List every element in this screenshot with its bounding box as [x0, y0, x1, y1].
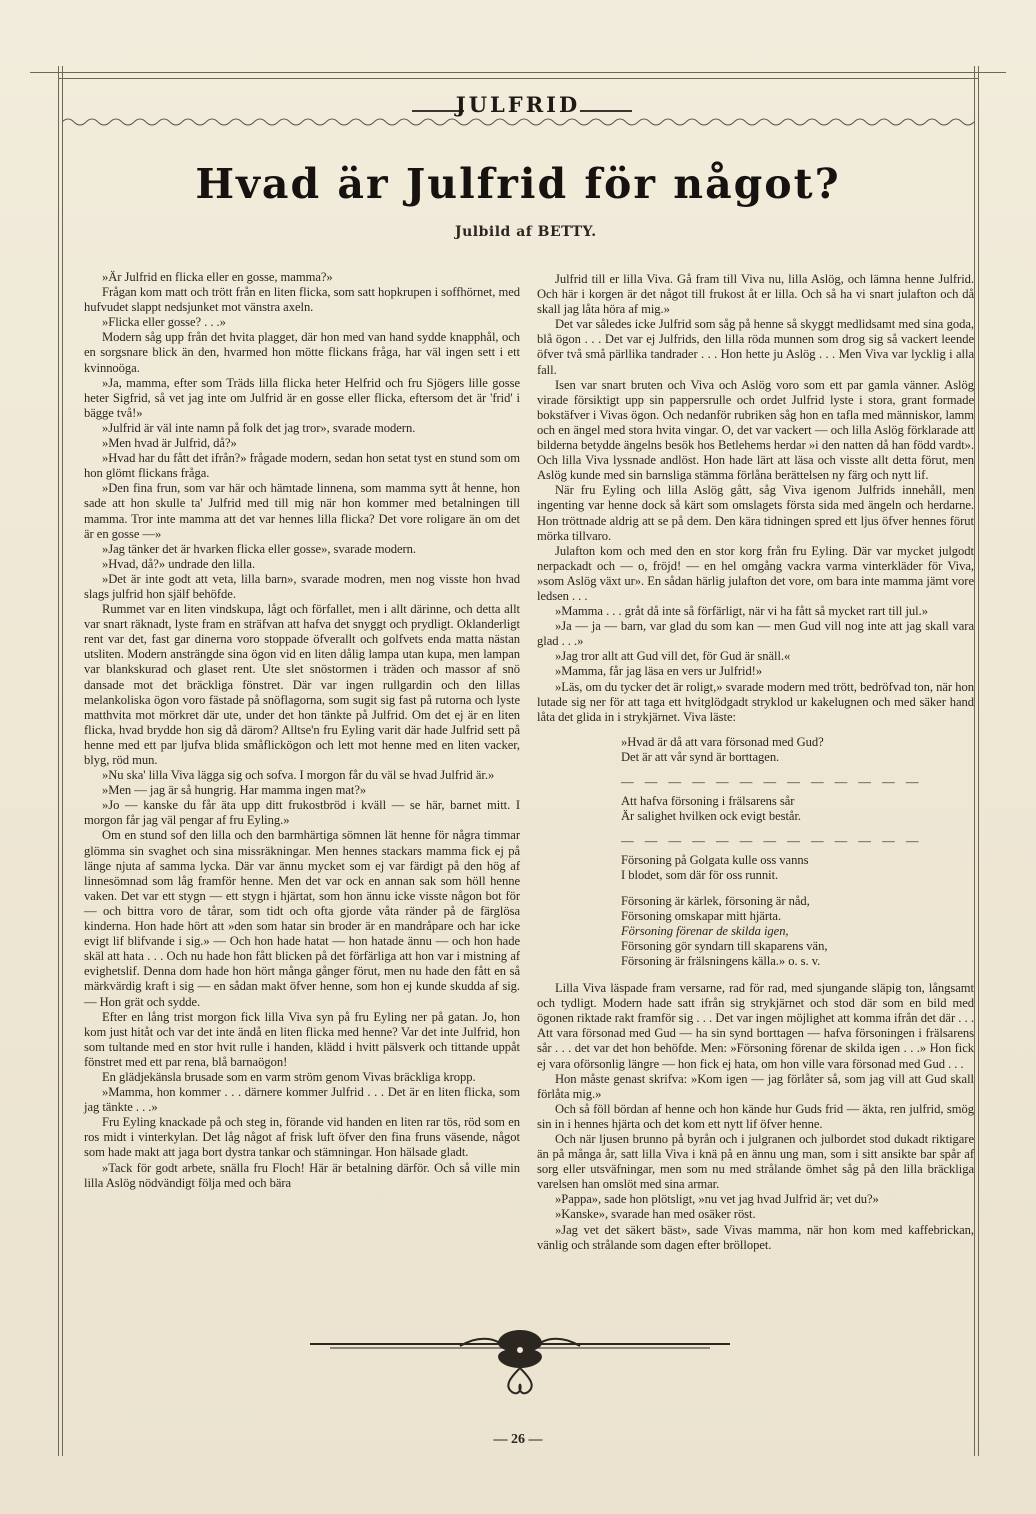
- paragraph: »Hvad, då?» undrade den lilla.: [102, 556, 256, 571]
- paragraph: »Hvad har du fått det ifrån?» frågade modern, sedan hon setat tyst en stund som om hon glömt flickans fråga.: [84, 451, 520, 481]
- paragraph: »Jo — kanske du får äta upp ditt frukostbröd i kväll — se här, barnet mitt. I morgon får jag väl pengar af fru Eyling.»: [84, 798, 520, 828]
- poem-line: I blodet, som där för oss runnit.: [621, 868, 779, 883]
- poem-line: Försoning gör syndarn till skaparens vän,: [621, 938, 828, 953]
- paragraph: »Flicka eller gosse? . . .»: [102, 315, 226, 330]
- paragraph: »Är Julfrid en flicka eller en gosse, mamma?»: [102, 270, 333, 284]
- paragraph: »Men — jag är så hungrig. Har mamma ingen mat?»: [102, 783, 367, 798]
- left-column: [84, 270, 520, 1191]
- poem-line: Försoning är kärlek, försoning är nåd,: [621, 893, 810, 908]
- paragraph: »Mamma, hon kommer . . . därnere kommer Julfrid . . . Det är en liten flicka, som jag tänkte . . .»: [84, 1085, 520, 1115]
- paragraph: »Tack för godt arbete, snälla fru Floch! Här är betalning därför. Och så ville min lilla Aslög nödvändigt följa med och bära: [84, 1160, 520, 1190]
- paragraph: »Jag tror allt att Gud vill det, för Gud är snäll.«: [555, 649, 791, 664]
- paragraph: »Nu ska' lilla Viva lägga sig och sofva. I morgon får du väl se hvad Julfrid är.»: [102, 768, 495, 783]
- paragraph: »Julfrid är väl inte namn på folk det jag tror», svarade modern.: [102, 420, 416, 435]
- poem-separator: — — — — — — — — — — — — —: [621, 834, 923, 849]
- poem-stanza: [621, 894, 974, 969]
- poem-stanza: [621, 853, 974, 883]
- right-border-rule: [978, 66, 979, 1456]
- paragraph: »Jag tänker det är hvarken flicka eller gosse», svarade modern.: [102, 541, 417, 556]
- paragraph: »Jag vet det säkert bäst», sade Vivas mamma, när hon kom med kaffebrickan, vänlig och strålande som dagen efter bröllopet.: [537, 1222, 974, 1252]
- poem-line: Är salighet hvilken ock evigt består.: [621, 809, 802, 824]
- paragraph: »Men hvad är Julfrid, då?»: [102, 436, 237, 451]
- poem-separator: — — — — — — — — — — — — —: [621, 775, 923, 789]
- paragraph: Julafton kom och med den en stor korg från fru Eyling. Där var mycket julgodt nerpackadt och — o, fröjd! — en hel omgång vackra varma vinterkläder för Viva, »som Aslög växt ur». En sådan härlig julafton det vore, om bara inte mamma jämt vore ledsen . . .: [537, 543, 974, 603]
- poem-stanza: [621, 794, 974, 824]
- left-border-rule: [58, 66, 59, 1456]
- poem-line: Försoning är frälsningens källa.» o. s. v.: [621, 953, 821, 968]
- poem-line: Att hafva försoning i frälsarens sår: [621, 794, 795, 809]
- paragraph: Fru Eyling knackade på och steg in, förande vid handen en liten rar tös, röd som en ros midt i vinterkylan. Det låg något af frisk luft öfver den fina fruns väsende, något som hade makt att jaga bort dystra tankar och stämningar. Hon hälsade gladt.: [84, 1115, 520, 1160]
- poem-line: Försoning på Golgata kulle oss vanns: [621, 853, 809, 868]
- poem-line: Försoning omskapar mitt hjärta.: [621, 908, 782, 923]
- paragraph: Julfrid till er lilla Viva. Gå fram till Viva nu, lilla Aslög, och lämna henne Julfrid. Och här i korgen är det något till frukost åt er lilla. Och så ha vi snart julafton och då skall jag låta höra af mig.»: [537, 272, 974, 317]
- paragraph: Isen var snart bruten och Viva och Aslög voro som ett par gamla vänner. Aslög virade försiktigt upp sin pappersrulle och ordet Julfrid lyste i stora, grant formade bokstäfver i Vivas ögon. Och nedanför rubriken såg hon en tafla med människor, lamm och en ängel med stora hvita vingar. O, det var vackert — och lilla Aslög förklarade att bilderna betydde ängelns besök hos Betlehems herdar »i den natten då han född vardt». Och lilla Viva lyssnade andlöst. Hon hade lärt att läsa och visste allt detta förut, men Aslög kunde med sin barnsliga stämma förlåna berättelsen ny färg och nytt lif.: [537, 377, 974, 483]
- masthead: JULFRID: [455, 92, 581, 117]
- right-column-text-b: [537, 981, 974, 1253]
- top-border-rule-inner: [58, 78, 978, 79]
- paragraph: »Ja, mamma, efter som Träds lilla flicka heter Helfrid och fru Sjögers lille gosse heter Sigfrid, så vet jag inte om Julfrid är en gosse eller flicka, eftersom det är 'frid' i bägge två!»: [84, 375, 520, 420]
- paragraph: »Den fina frun, som var här och hämtade linnena, som mamma sytt åt henne, hon sade att hon skulle ta' Julfrid med till mig när hon kommer med betalningen till mamma. Tror inte mamma att det var hennes lilla flicka? Det vore roligare än om det är en gosse —»: [84, 481, 520, 541]
- top-border-rule: [30, 72, 1006, 73]
- paragraph: »Det är inte godt att veta, lilla barn», svarade modren, men nog visste hon hvad slags julfrid hon själf behöfde.: [84, 571, 520, 601]
- poem-line: »Hvad är då att vara försonad med Gud?: [621, 734, 824, 749]
- paragraph: Och så föll bördan af henne och hon kände hur Guds frid — äkta, ren julfrid, smög sin in i hennes hjärta och det kom ett nytt lif öfver henne.: [537, 1101, 974, 1131]
- paragraph: »Ja — ja — barn, var glad du som kan — men Gud vill nog inte att jag skall vara glad . . .»: [537, 619, 974, 649]
- end-ornament: [300, 1320, 740, 1400]
- byline: Julbild af BETTY.: [455, 224, 597, 240]
- paragraph: Hon måste genast skrifva: »Kom igen — jag förlåter så, som jag vill att Gud skall förlåta mig.»: [537, 1071, 974, 1101]
- masthead-wavy-rule: [62, 116, 974, 128]
- poem: [621, 735, 974, 969]
- paragraph: Rummet var en liten vindskupa, lågt och förfallet, men i allt därinne, och detta allt var snart räknadt, lyste fram en sträfvan att hafva det snyggt och prydligt. Oklanderligt rent var det, fast gar dinerna voro stoppade öfverallt och golfvets enda matta nästan utsliten. Modern ansträngde sina ögon vid en liten dålig lampa utan kupa, men lampan var blankskurad och glaset rent. Ute slet snöstormen i träden och massor af snö dansade mot det bräckliga fönstret. Där var ingen rullgardin och den lillas melankoliska ögon voro fästade på snöflagorna, som sugit sig fast på rutorna och lyste matthvita mot mörkret där ute, under det hon tänkte på Julfrid. Om det ej är en liten flicka, hvad brydde hon sig då därom? Alltse'n fru Eyling varit där hade Julfrid sett på henne med ett par ljufva blida småflickögon och lett mot henne med en liten vacker, blyg, röd mun.: [84, 602, 520, 767]
- poem-line: Försoning förenar de skilda igen,: [621, 923, 789, 938]
- left-border-rule-inner: [62, 66, 63, 1456]
- right-column-text-a: [537, 272, 974, 725]
- paragraph: Och när ljusen brunno på byrån och i julgranen och julbordet stod dukadt riktigare än på många år, satt lilla Viva i knä på en ännu ung man, som i sitt ansikte bar spår af sorg eller utsväfningar, men som nu med strålande ömhet såg på den lilla bräckliga varelsen han omslöt med sina armar.: [537, 1131, 974, 1192]
- paragraph: Det var således icke Julfrid som såg på henne så skyggt medlidsamt med sina goda, blå ögon . . . Det var ej Julfrids, den lilla röda munnen som drog sig så vackert leende öfver två små pärllika tandrader . . . Hon hette ju Aslög . . . Men Viva var lycklig i alla fall.: [537, 317, 974, 377]
- paragraph: »Mamma, får jag läsa en vers ur Julfrid!»: [555, 664, 763, 679]
- right-border-rule-inner: [974, 66, 975, 1456]
- paragraph: »Pappa», sade hon plötsligt, »nu vet jag hvad Julfrid är; vet du?»: [555, 1192, 879, 1207]
- paragraph: När fru Eyling och lilla Aslög gått, såg Viva igenom Julfrids innehåll, men ingenting var henne dock så kärt som omslagets första sida med ängeln och herdarne. Hon tröttnade aldrig att se på dem. Den kära tidningen spred ett ljus öfver hennes förut mörka tillvaro.: [537, 483, 974, 543]
- poem-line: Det är att vår synd är borttagen.: [621, 749, 780, 764]
- paragraph: Modern såg upp från det hvita plagget, där hon med van hand sydde knapphål, och en sorgsnare blick än den, hvarmed hon mötte flickans fråga, har väl ingen sett i ett kvinnoöga.: [84, 330, 520, 375]
- page-number: — 26 —: [493, 1432, 543, 1447]
- paragraph: Lilla Viva läspade fram versarne, rad för rad, med sjungande släpig ton, långsamt och tydligt. Modern hade satt ifrån sig strykjärnet och stod där som en bild med ögonen riktade rakt framför sig . . . Det var ingen möjlighet att komma ifrån det där . . . Att vara försonad med Gud — ha sin synd borttagen — hafva försoningen i frälsarens sår . . . det var det hon behöfde. Men: »Försoning förenar de skilda igen . . .» Hon fick ej vara oförsonlig längre — hon fick ej hata, om hon ville vara försonad med Gud . . .: [537, 981, 974, 1071]
- paragraph: Frågan kom matt och trött från en liten flicka, som satt hopkrupen i soffhörnet, med hufvudet slappt nedsjunket mot vänstra axeln.: [84, 285, 520, 315]
- paragraph: »Mamma . . . gråt då inte så förfärligt, när vi ha fått så mycket rart till jul.»: [555, 604, 928, 619]
- paragraph: »Kanske», svarade han med osäker röst.: [555, 1207, 756, 1222]
- poem-stanza: [621, 735, 974, 765]
- paragraph: Om en stund sof den lilla och den barmhärtiga sömnen lät henne för några timmar glömma sin svaghet och sina missräkningar. Men hennes stackars mamma fick ej på länge njuta af samma lycka. Där var ännu mycket som ej var färdigt på den hög af linnesömnad som låg framför henne. Men det var ock en annan sak som höll henne vaken. Det var ett stygn — ett stygn i hjärtat, som hon ännu icke visste någon bot för — och bittra voro de tårar, som tidt och ofta gjorde våta ränder på de färglösa kinderna. Hon hade hört att »den som hatar sin broder är en mandråpare och har icke evigt lif blifvande i sig.» — Och hon hade hatat — hon hatade ännu — och hon hade skäl att hata . . . Och nu hade hon fått blicken på det förfärliga att hon var i mistning af evighetslif. Denna dom hade hon hört många gånger förut, men nu hade den fått en så märkvärdig kraft i sig — en sådan makt öfver henne, som hon ej kunde skudda af sig. — Hon grät och sydde.: [84, 828, 520, 1009]
- right-column: [537, 272, 974, 1253]
- article-title: Hvad är Julfrid för något?: [195, 160, 841, 208]
- paragraph: »Läs, om du tycker det är roligt,» svarade modern med trött, bedröfvad ton, när hon lutade sig ner för att taga ett hvitglödgadt stryklod ur kakelugnen och med säker hand låta det glida in i strykjärnet. Viva läste:: [537, 679, 974, 724]
- paragraph: En glädjekänsla brusade som en varm ström genom Vivas bräckliga kropp.: [102, 1069, 476, 1084]
- paragraph: Efter en lång trist morgon fick lilla Viva syn på fru Eyling ner på gatan. Jo, hon kom just hitåt och var det inte ändå en liten flicka med henne? Var det inte Julfrid, hon som tultande med en stor hvit rulle i handen, klädd i hvitt pälsverk och tittande uppåt fönstret med ett par rena, blå barnaögon!: [84, 1009, 520, 1069]
